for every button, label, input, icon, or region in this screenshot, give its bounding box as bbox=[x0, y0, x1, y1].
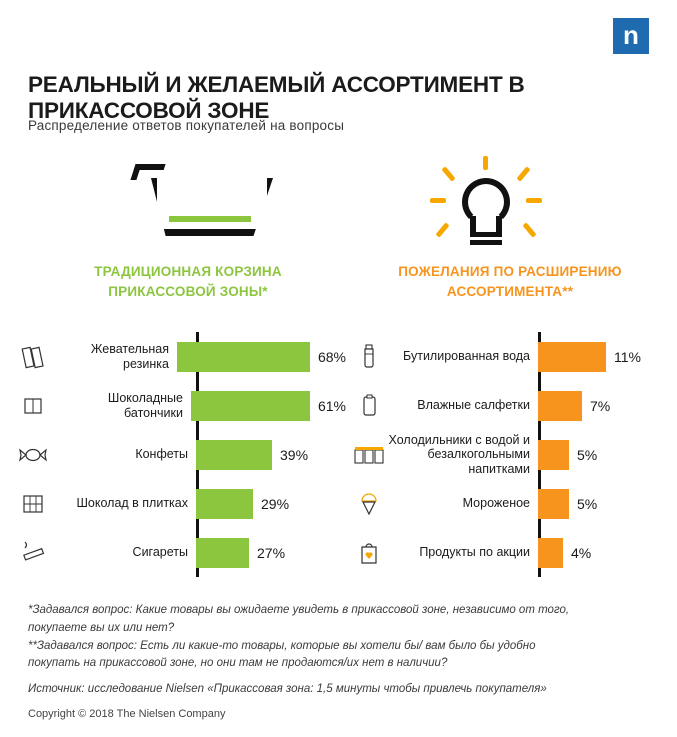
nielsen-logo bbox=[613, 18, 649, 54]
bar-value: 5% bbox=[577, 446, 598, 463]
right-bar-chart bbox=[352, 332, 662, 577]
row-label: Шоколадные батончики bbox=[107, 391, 183, 420]
copyright-note: Copyright © 2018 The Nielsen Company bbox=[28, 708, 226, 720]
row-label: Продукты по акции bbox=[419, 545, 530, 560]
chocolate-bar-icon bbox=[16, 393, 50, 419]
bar bbox=[196, 440, 272, 470]
row-label: Жевательная резинка bbox=[90, 342, 169, 371]
bar-value: 39% bbox=[280, 446, 309, 463]
table-row bbox=[16, 332, 346, 381]
footnotes bbox=[28, 602, 650, 673]
left-column-title-line1: ТРАДИЦИОННАЯ КОРЗИНА bbox=[94, 264, 282, 279]
bar bbox=[538, 342, 606, 372]
table-row bbox=[352, 332, 662, 381]
bar bbox=[538, 391, 582, 421]
logo-letter: n bbox=[623, 20, 639, 50]
bar bbox=[538, 538, 563, 568]
table-row bbox=[352, 381, 662, 430]
table-row bbox=[16, 479, 346, 528]
table-row bbox=[352, 528, 662, 577]
table-row bbox=[352, 430, 662, 479]
left-column-title-line2: ПРИКАССОВОЙ ЗОНЫ* bbox=[108, 283, 268, 299]
row-label: Конфеты bbox=[135, 447, 188, 462]
fridge-icon bbox=[352, 442, 386, 468]
bar-value: 7% bbox=[590, 397, 611, 414]
lightbulb-icon bbox=[360, 150, 660, 262]
bar-value: 27% bbox=[257, 544, 286, 561]
bar-value: 61% bbox=[317, 397, 346, 414]
bar-value: 5% bbox=[577, 495, 598, 512]
bar bbox=[196, 489, 253, 519]
row-label: Холодильники с водой и безалкогольными напитками bbox=[388, 432, 530, 476]
row-label: Мороженое bbox=[462, 496, 530, 511]
gum-sticks-icon bbox=[16, 344, 50, 370]
wet-wipes-icon bbox=[352, 393, 386, 419]
chocolate-tablet-icon bbox=[16, 491, 50, 517]
footnote-line-4: покупать на прикассовой зоне, но они там не продаются/их нет в наличии? bbox=[28, 657, 448, 670]
page-subtitle: Распределение ответов покупателей на вопросы bbox=[28, 118, 345, 133]
right-column-title-line2: АССОРТИМЕНТА** bbox=[446, 283, 574, 299]
footnote-line-1: *Задавался вопрос: Какие товары вы ожидаете увидеть в прикассовой зоне, независимо от того, bbox=[28, 604, 570, 616]
table-row bbox=[352, 479, 662, 528]
bar-value: 29% bbox=[261, 495, 290, 512]
ice-cream-icon bbox=[352, 490, 386, 518]
bar bbox=[538, 440, 569, 470]
source-note: Источник: исследование Nielsen «Прикассовая зона: 1,5 минуты чтобы привлечь покупателя» bbox=[28, 683, 547, 695]
shopping-bag-icon bbox=[352, 539, 386, 567]
bar bbox=[196, 538, 249, 568]
left-bar-chart bbox=[16, 332, 346, 577]
shopping-cart-icon bbox=[28, 150, 348, 262]
row-label: Сигареты bbox=[132, 545, 188, 560]
table-row bbox=[16, 381, 346, 430]
table-row bbox=[16, 528, 346, 577]
left-column-header bbox=[28, 150, 348, 301]
page-title: РЕАЛЬНЫЙ И ЖЕЛАЕМЫЙ АССОРТИМЕНТ В ПРИКАССОВОЙ ЗОНЕ bbox=[28, 72, 525, 123]
water-bottle-icon bbox=[352, 343, 386, 371]
right-column-header bbox=[360, 150, 660, 301]
cigarette-icon bbox=[16, 540, 50, 566]
bar bbox=[191, 391, 310, 421]
candy-icon bbox=[16, 442, 50, 468]
right-column-title-line1: ПОЖЕЛАНИЯ ПО РАСШИРЕНИЮ bbox=[398, 264, 622, 279]
footnote-line-2: покупаете вы их или нет? bbox=[28, 621, 175, 634]
row-label: Бутилированная вода bbox=[403, 349, 530, 364]
bar bbox=[538, 489, 569, 519]
row-label: Шоколад в плитках bbox=[76, 496, 188, 511]
table-row bbox=[16, 430, 346, 479]
footnote-line-3: **Задавался вопрос: Есть ли какие-то товары, которые вы хотели бы/ вам было бы удобно bbox=[28, 639, 536, 652]
bar-value: 68% bbox=[317, 348, 346, 365]
bar bbox=[177, 342, 310, 372]
bar-value: 4% bbox=[571, 544, 592, 561]
row-label: Влажные салфетки bbox=[417, 398, 530, 413]
bar-value: 11% bbox=[614, 348, 641, 365]
